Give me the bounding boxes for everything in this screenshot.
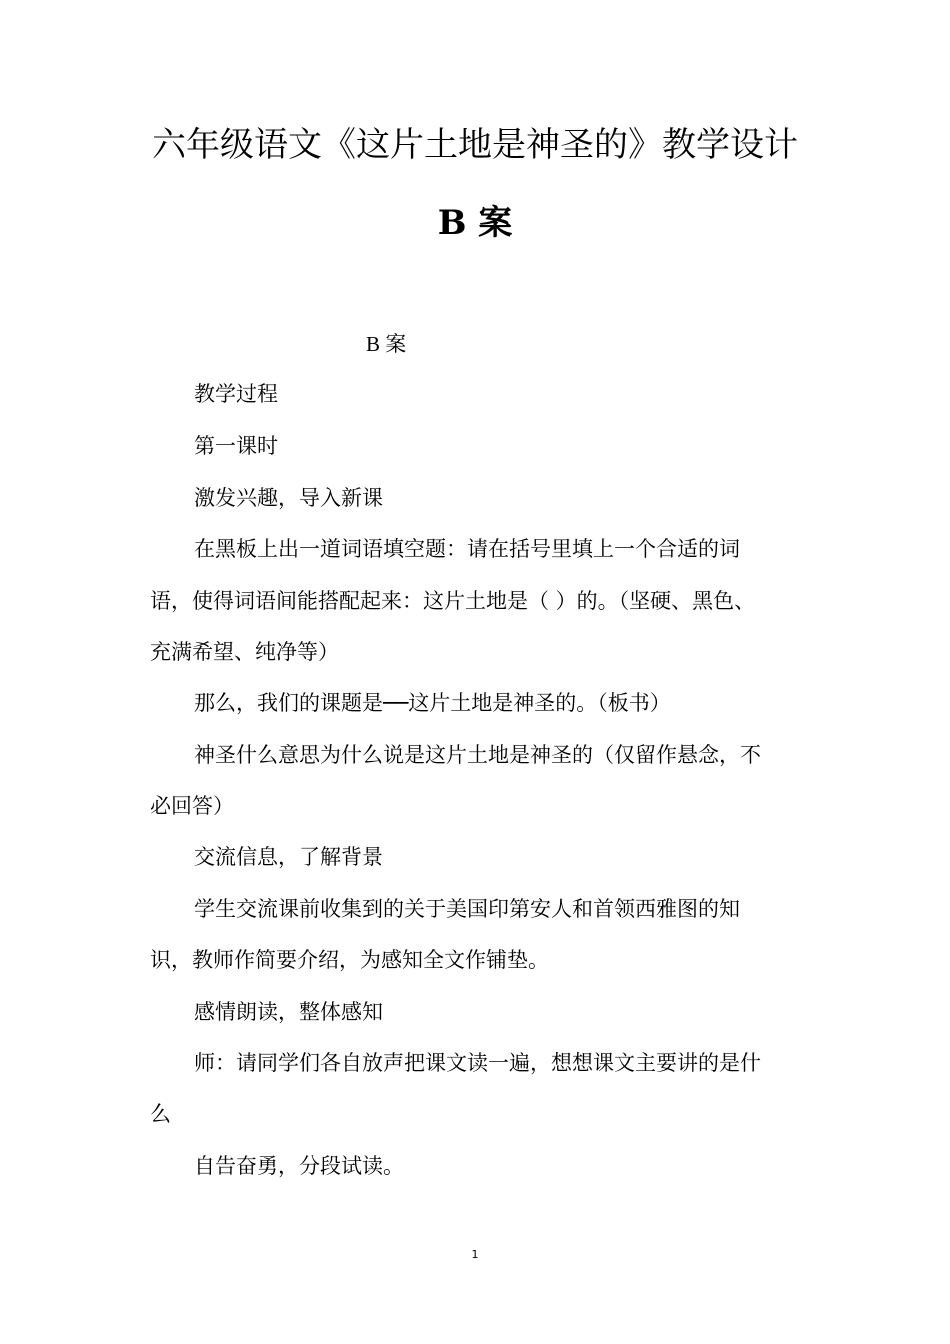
document-title-line-2: B 案 [437, 203, 513, 243]
paragraph-line: 神圣什么意思为什么说是这片土地是神圣的（仅留作悬念，不 [194, 743, 761, 767]
paragraph-line: 么 [150, 1102, 171, 1126]
paragraph-line: 师：请同学们各自放声把课文读一遍，想想课文主要讲的是什 [194, 1051, 761, 1075]
paragraph-line: 必回答） [150, 794, 234, 818]
paragraph-line: 感情朗读，整体感知 [194, 1000, 383, 1024]
paragraph-line: 那么，我们的课题是──这片土地是神圣的。（板书） [194, 691, 671, 715]
page-number: 1 [471, 1248, 479, 1261]
paragraph-line: 充满希望、纯净等） [150, 640, 339, 664]
paragraph-line: 第一课时 [194, 434, 278, 458]
paragraph-line: 交流信息，了解背景 [194, 845, 383, 869]
paragraph-line: 学生交流课前收集到的关于美国印第安人和首领西雅图的知 [194, 897, 740, 921]
paragraph-line: 在黑板上出一道词语填空题：请在括号里填上一个合适的词 [194, 537, 740, 561]
document-title-line-1: 六年级语文《这片土地是神圣的》教学设计 [152, 125, 798, 165]
paragraph-line: 教学过程 [194, 382, 278, 406]
section-subheading: B 案 [366, 332, 407, 356]
paragraph-line: 识，教师作简要介绍，为感知全文作铺垫。 [150, 948, 549, 972]
paragraph-line: 语，使得词语间能搭配起来：这片土地是（ ）的。（坚硬、黑色、 [150, 589, 756, 613]
paragraph-line: 自告奋勇，分段试读。 [194, 1154, 404, 1178]
paragraph-line: 激发兴趣，导入新课 [194, 486, 383, 510]
